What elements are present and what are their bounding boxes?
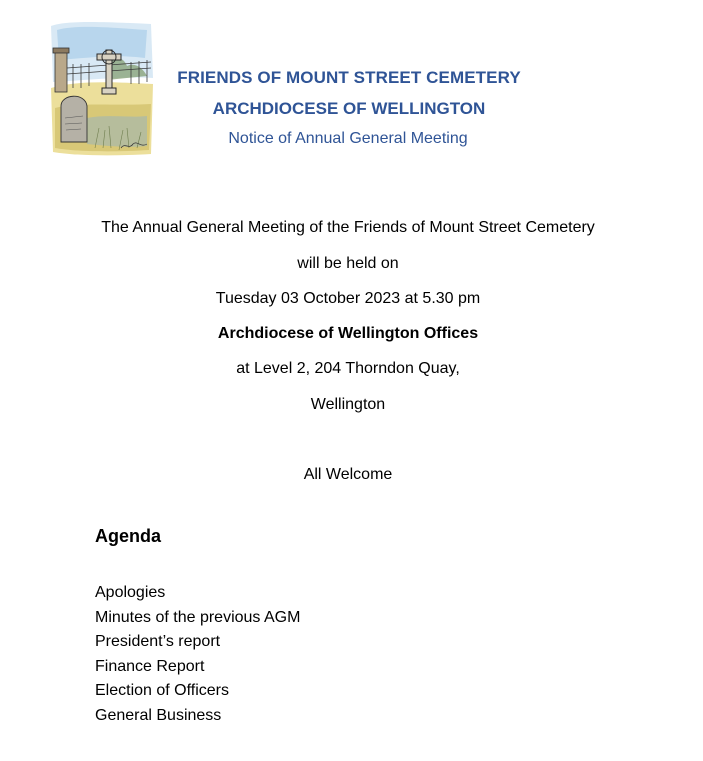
agenda-item: Minutes of the previous AGM [95, 608, 301, 626]
organisation-title: FRIENDS OF MOUNT STREET CEMETERY [177, 68, 521, 87]
welcome-note: All Welcome [303, 466, 393, 483]
notice-subtitle: Notice of Annual General Meeting [228, 130, 468, 147]
archdiocese-title: ARCHDIOCESE OF WELLINGTON [212, 99, 486, 118]
meeting-date: Tuesday 03 October 2023 at 5.30 pm [215, 290, 481, 307]
agenda-list [95, 581, 300, 729]
agenda-item: General Business [95, 706, 222, 724]
agenda-item: Finance Report [95, 657, 205, 675]
meeting-venue: Archdiocese of Wellington Offices [217, 325, 479, 342]
announcement-intro: The Annual General Meeting of the Friends of Mount Street Cemetery [101, 219, 595, 236]
meeting-city: Wellington [310, 396, 386, 413]
agenda-item: Apologies [95, 584, 166, 601]
announcement-held-on: will be held on [297, 255, 399, 272]
agenda-item: Election of Officers [95, 682, 229, 700]
agenda-item: President’s report [95, 633, 221, 651]
agenda-heading: Agenda [95, 526, 162, 546]
meeting-address: at Level 2, 204 Thorndon Quay, [236, 360, 460, 377]
